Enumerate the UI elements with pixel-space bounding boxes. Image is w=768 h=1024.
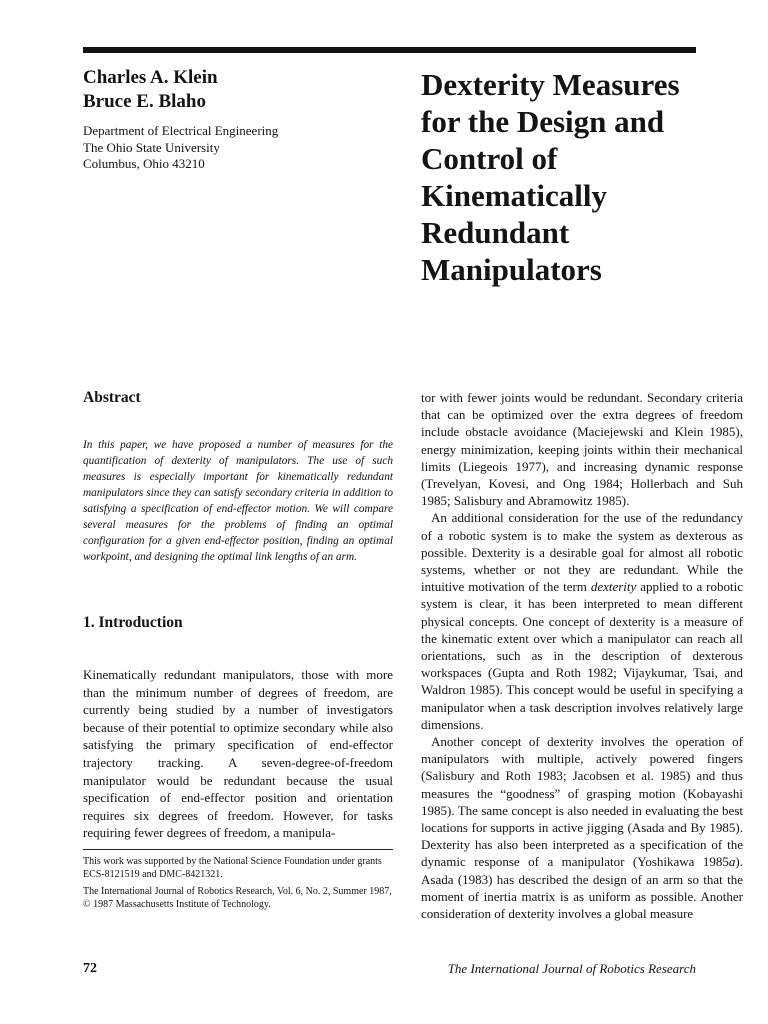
author-name: Bruce E. Blaho bbox=[83, 91, 206, 112]
funding-note: This work was supported by the National Science Foundation under grants ECS-8121519 and DMC-8421321. bbox=[83, 856, 382, 880]
abstract-heading: Abstract bbox=[83, 389, 141, 406]
abstract-text: In this paper, we have proposed a number of measures for the quantification of dexterity of manipulators. The use of such measures is especially important for kinematically redundant manipulators since they can satisfy secondary criteria in addition to satisfying a specification of end-effector motion. We will compare several measures for the problems of finding an optimal configuration for a given end-effector position, finding an optimal workpoint, and designing the optimal link lengths of an arm. bbox=[83, 439, 393, 563]
text-run: Another concept of dexterity involves the operation of manipulators with multiple, actively powered fingers (Salisbury and Roth 1983; Jacobsen et al. 1985) and thus measures the “goodness” of grasping motion (Kobayashi 1985). The same concept is also needed in evaluating the best locations for supports in active jigging (Asada and By 1985). Dexterity has also been interpreted as a specification of the dynamic response of a manipulator (Yoshikawa 1985 bbox=[421, 734, 743, 870]
affiliation-line: Department of Electrical Engineering bbox=[83, 123, 279, 138]
introduction-heading: 1. Introduction bbox=[83, 614, 183, 631]
author-name: Charles A. Klein bbox=[83, 67, 218, 88]
text-run: applied to a robotic system is clear, it has been interpreted to mean different physical concepts. One concept of dexterity is a measure of the kinematic extent over which a manipulator can reach all orientations, such as in the description of dexterous workspaces (Gupta and Roth 1982; Vijaykumar, Tsai, and Waldron 1985). This concept would be useful in specifying a manipulator when a task description involves relatively large dimensions. bbox=[421, 579, 743, 732]
introduction-text: Kinematically redundant manipulators, those with more than the minimum number of degrees of freedom, are currently being studied by a number of investigators because of their potential to optimize secondary while also satisfying the primary specification of end-effector trajectory tracking. A seven-degree-of-freedom manipulator would be redundant because the usual specification of end-effector position and orientation requires six degrees of freedom. However, for tasks requiring fewer degrees of freedom, a manipula- bbox=[83, 667, 393, 841]
text-run: An additional consideration for the use of the redundancy of a robotic system is to make the system as dexterous as possible. Dexterity is a desirable goal for almost all robotic systems, whether or not they are redundant. While the intuitive motivation of the term bbox=[421, 510, 743, 595]
paper-title bbox=[421, 66, 721, 288]
title-line: for the Design and bbox=[421, 104, 665, 139]
body-paragraph bbox=[421, 509, 743, 733]
footnote bbox=[83, 855, 395, 915]
affiliation-line: Columbus, Ohio 43210 bbox=[83, 156, 205, 171]
title-line: Control of bbox=[421, 141, 558, 176]
title-line: Kinematically bbox=[421, 178, 607, 213]
body-paragraph: tor with fewer joints would be redundant. Secondary criteria that can be optimized over the extra degrees of freedom include obstacle avoidance (Maciejewski and Klein 1985), energy minimization, keeping joints within their mechanical limits (Liegeois 1977), and increasing dynamic response (Trevelyan, Kovesi, and Ong 1984; Hollerbach and Suh 1985; Salisbury and Abramowitz 1985). bbox=[421, 390, 743, 509]
page-number: 72 bbox=[83, 961, 97, 976]
right-column bbox=[421, 389, 743, 922]
title-line: Manipulators bbox=[421, 252, 602, 287]
citation-note: The International Journal of Robotics Research, Vol. 6, No. 2, Summer 1987, © 1987 Massachusetts Institute of Technology. bbox=[83, 886, 392, 910]
title-line: Redundant bbox=[421, 215, 570, 250]
body-paragraph bbox=[421, 733, 743, 922]
emphasis-suffix: a bbox=[728, 854, 736, 870]
affiliation bbox=[83, 123, 383, 173]
top-rule bbox=[83, 47, 696, 53]
author-block bbox=[83, 66, 383, 173]
title-line: Dexterity Measures bbox=[421, 67, 680, 102]
journal-name: The International Journal of Robotics Research bbox=[447, 961, 696, 976]
affiliation-line: The Ohio State University bbox=[83, 139, 220, 155]
emphasis-dexterity: dexterity bbox=[590, 579, 637, 595]
left-column bbox=[83, 388, 393, 842]
footnote-rule bbox=[83, 849, 393, 850]
text-run: ). Asada (1983) has described the design of an arm so that the moment of inertia matrix is as uniform as possible. Another consideration of dexterity involves a global measure bbox=[421, 854, 743, 922]
